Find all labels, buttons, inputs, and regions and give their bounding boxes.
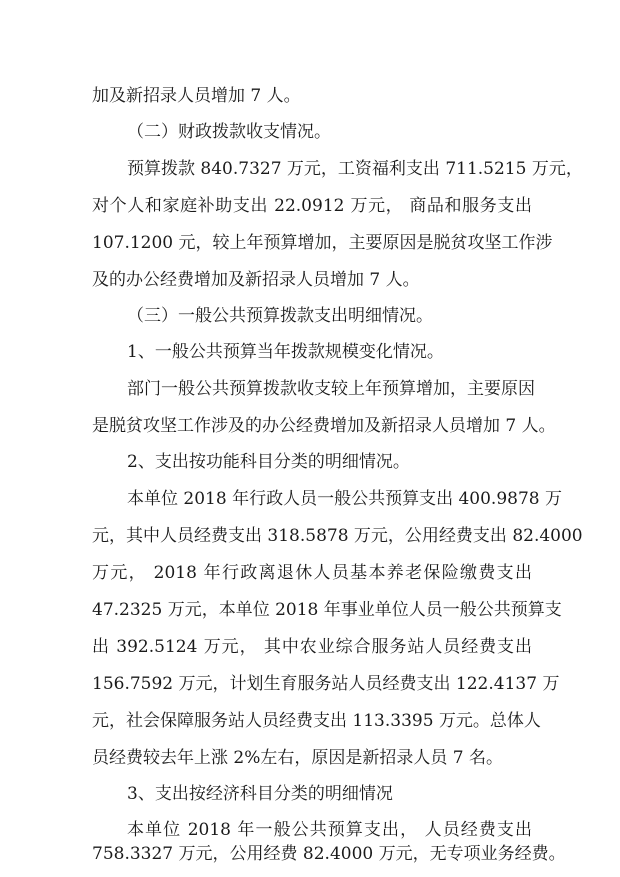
paragraph-line: 员经费较去年上涨 2%左右，原因是新招录人员 7 名。 <box>92 748 503 768</box>
paragraph-line: 156.7592 万元，计划生育服务站人员经费支出 122.4137 万 <box>92 674 560 694</box>
paragraph-line: 出 392.5124 万元， 其中农业综合服务站人员经费支出 <box>92 637 532 657</box>
paragraph-line: 758.3327 万元，公用经费 82.4000 万元，无专项业务经费。 <box>92 844 566 864</box>
paragraph-line: 对个人和家庭补助支出 22.0912 万元， 商品和服务支出 <box>92 196 532 216</box>
paragraph-line: 元，社会保障服务站人员经费支出 113.3395 万元。总体人 <box>92 711 541 731</box>
paragraph-line: 107.1200 元，较上年预算增加，主要原因是脱贫攻坚工作涉 <box>92 233 553 253</box>
paragraph-line: 部门一般公共预算拨款收支较上年预算增加，主要原因 <box>127 379 535 399</box>
section-heading: （三）一般公共预算拨款支出明细情况。 <box>127 306 433 326</box>
section-heading: （二）财政拨款收支情况。 <box>127 122 331 142</box>
paragraph-line: 是脱贫攻坚工作涉及的办公经费增加及新招录人员增加 7 人。 <box>92 416 556 436</box>
paragraph-line: 元，其中人员经费支出 318.5878 万元，公用经费支出 82.4000 <box>92 526 583 546</box>
paragraph-line: 万元， 2018 年行政离退休人员基本养老保险缴费支出 <box>92 563 532 583</box>
subsection-heading: 3、支出按经济科目分类的明细情况 <box>127 784 393 804</box>
paragraph-line: 预算拨款 840.7327 万元，工资福利支出 711.5215 万元， <box>127 159 583 179</box>
paragraph-line: 本单位 2018 年行政人员一般公共预算支出 400.9878 万 <box>127 489 562 509</box>
text-line: 加及新招录人员增加 7 人。 <box>92 86 301 106</box>
paragraph-line: 本单位 2018 年一般公共预算支出， 人员经费支出 <box>127 820 532 840</box>
subsection-heading: 1、一般公共预算当年拨款规模变化情况。 <box>127 342 444 362</box>
paragraph-line: 及的办公经费增加及新招录人员增加 7 人。 <box>92 270 420 290</box>
paragraph-line: 47.2325 万元，本单位 2018 年事业单位人员一般公共预算支 <box>92 600 562 620</box>
subsection-heading: 2、支出按功能科目分类的明细情况。 <box>127 452 410 472</box>
